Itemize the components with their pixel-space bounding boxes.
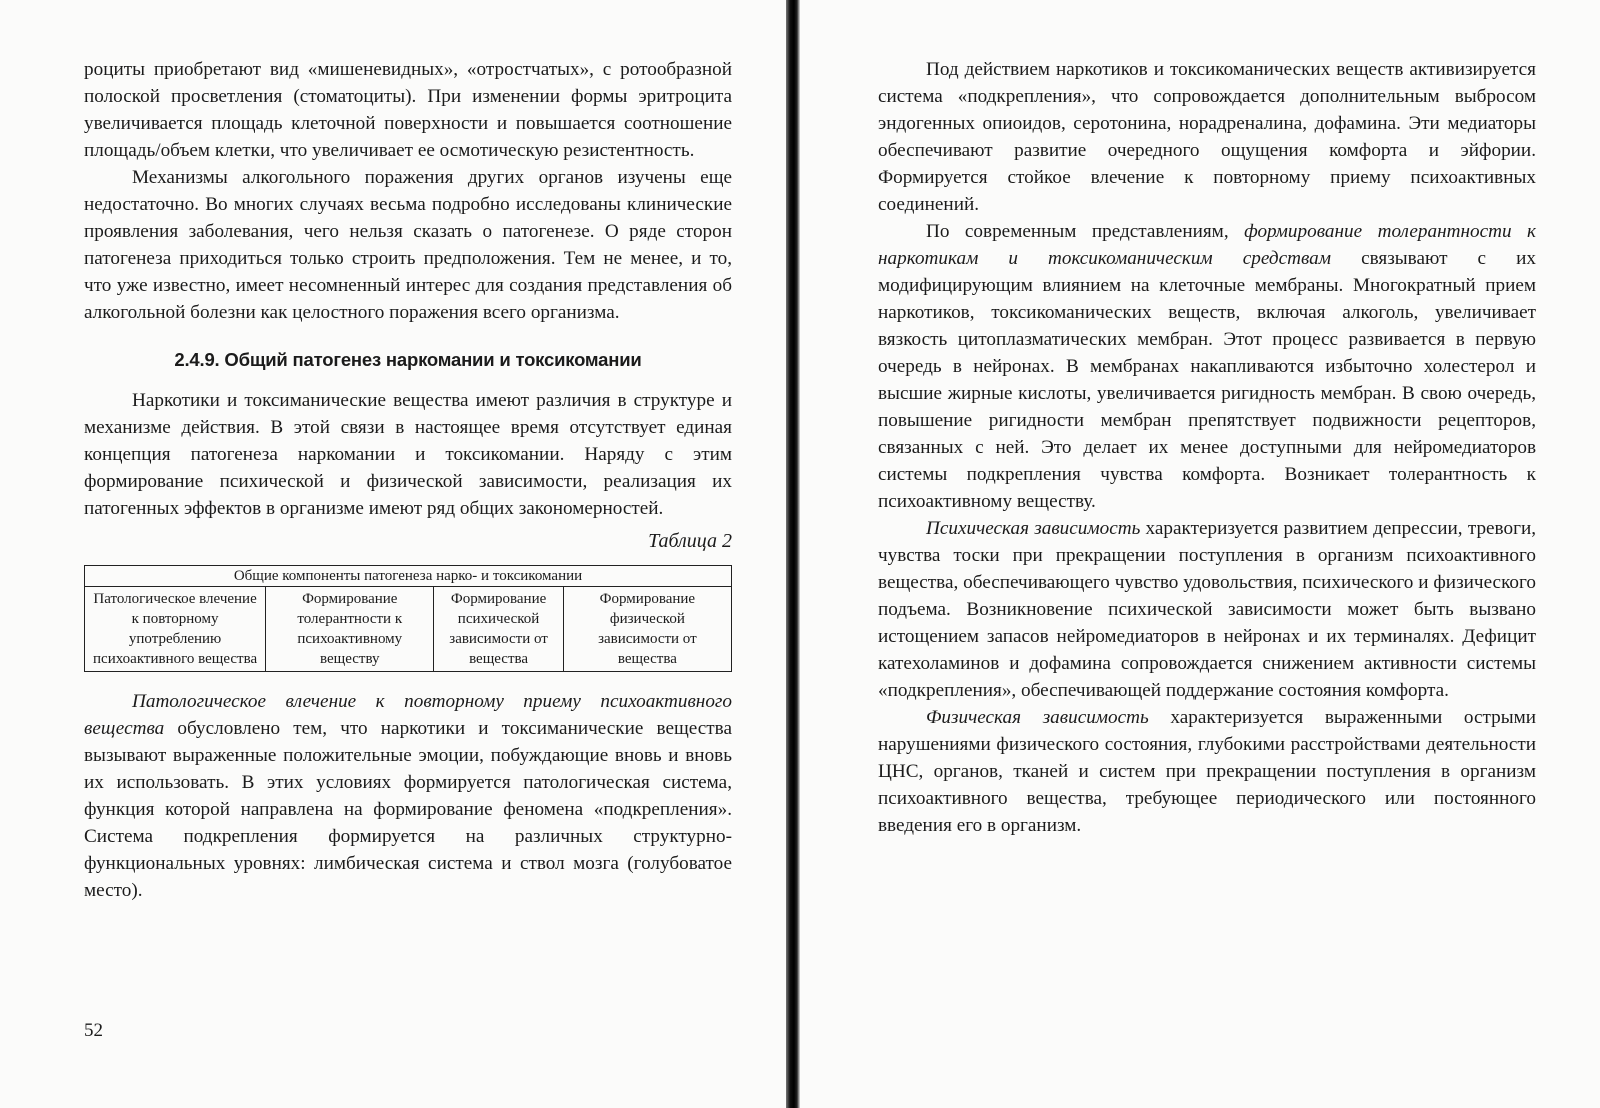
table-cell: Формирование физической зависимости от вещества bbox=[563, 587, 731, 672]
paragraph-text: характеризуется выраженными острыми нарушениями физического состояния, глубокими расстройствами деятельности ЦНС, органов, тканей и систем при прекращении поступления в организм психоактивного вещества, требующее периодического или постоянного введения его в организм. bbox=[878, 707, 1536, 836]
paragraph-text: обусловлено тем, что наркотики и токсиманические вещества вызывают выраженные положительные эмоции, побуждающие вновь и вновь их использовать. В этих условиях формируется патологическая система, функция которой направлена на формирование феномена «подкрепления». Система подкрепления формируется на различных структурно-функциональных уровнях: лимбическая система и ствол мозга (голубоватое место). bbox=[84, 718, 732, 901]
paragraph-alcohol-mechanisms: Механизмы алкогольного поражения других органов изучены еще недостаточно. Во многих случаях весьма подробно исследованы клинические проявления заболевания, чего нельзя сказать о патогенезе. О ряде сторон патогенеза приходиться только строить предположения. Тем не менее, и то, что уже известно, имеет несомненный интерес для создания представления об алкогольной болезни как целостного поражения всего организма. bbox=[84, 167, 732, 323]
table-caption: Таблица 2 bbox=[648, 530, 732, 552]
paragraph-text: характеризуется развитием депрессии, тревоги, чувства тоски при прекращении поступления в организм психоактивного вещества, обеспечивающего чувство удовольствия, психического и физического подъема. Возникновение психической зависимости может быть вызвано истощением запасов нейромедиаторов в нейронах и их терминалях. Дефицит катехоламинов и дофамина сопровождается снижением активности системы «подкрепления», обеспечивающей поддержание состояния комфорта. bbox=[878, 518, 1537, 701]
right-page-text bbox=[878, 56, 1536, 839]
italic-term: Психическая зависимость bbox=[926, 518, 1141, 539]
pathogenesis-table bbox=[84, 565, 732, 672]
paragraph-pathological-craving bbox=[84, 688, 732, 904]
paragraph-physical-dependence bbox=[878, 704, 1536, 839]
paragraph-text: связывают с их модифицирующим влиянием на клеточные мембраны. Многократный прием наркотиков, токсикоманических веществ, включая алкоголь, увеличивает вязкость цитоплазматических мембран. Этот процесс развивается в первую очередь в нейронах. В мембранах накапливаются избыточно холестерол и высшие жирные кислоты, увеличивается ригидность мембран. В свою очередь, повышение ригидности мембран препятствует подвижности рецепторов, связанных с ней. Это делает их менее доступными для нейромедиаторов системы подкрепления чувства комфорта. Возникает толерантность к психоактивному веществу. bbox=[878, 248, 1536, 512]
italic-term: формирование толерантности к наркотикам и токсикоманическим средствам bbox=[878, 221, 1536, 269]
paragraph-erythrocytes: роциты приобретают вид «мишеневидных», «отростчатых», с ротообразной полоской просветления (стоматоциты). При изменении формы эритроцита увеличивается площадь клеточной поверхности и повышается соотношение площадь/объем клетки, что увеличивает ее осмотическую резистентность. bbox=[84, 59, 732, 161]
paragraph-text: По современным представлениям, bbox=[926, 221, 1245, 242]
paragraph-psychic-dependence bbox=[878, 515, 1536, 704]
table-cell: Патологическое влечение к повторному употреблению психоактивного вещества bbox=[85, 587, 266, 672]
table-row bbox=[85, 587, 732, 672]
page-number: 52 bbox=[84, 1020, 103, 1041]
italic-term: Патологическое влечение к повторному приему психоактивного вещества bbox=[84, 691, 732, 739]
left-page-text bbox=[84, 56, 732, 904]
italic-term: Физическая зависимость bbox=[926, 707, 1149, 728]
section-heading: 2.4.9. Общий патогенез наркомании и токсикомании bbox=[174, 349, 642, 370]
paragraph-intro: Наркотики и токсиманические вещества имеют различия в структуре и механизме действия. В этой связи в настоящее время отсутствует единая концепция патогенеза наркомании и токсикомании. Наряду с этим формирование психической и физической зависимости, реализация их патогенных эффектов в организме имеют ряд общих закономерностей. bbox=[84, 390, 732, 519]
table-title: Общие компоненты патогенеза нарко- и токсикомании bbox=[85, 566, 732, 587]
table-cell: Формирование психической зависимости от вещества bbox=[434, 587, 563, 672]
book-spine bbox=[786, 0, 800, 1108]
table-header-row bbox=[85, 566, 732, 587]
table-cell: Формирование толерантности к психоактивному веществу bbox=[266, 587, 434, 672]
paragraph-reinforcement: Под действием наркотиков и токсикоманических веществ активизируется система «подкрепления», что сопровождается дополнительным выбросом эндогенных опиоидов, серотонина, норадреналина, дофамина. Эти медиаторы обеспечивают развитие очередного ощущения комфорта и эйфории. Формируется стойкое влечение к повторному приему психоактивных соединений. bbox=[878, 59, 1536, 215]
paragraph-tolerance bbox=[878, 218, 1536, 515]
